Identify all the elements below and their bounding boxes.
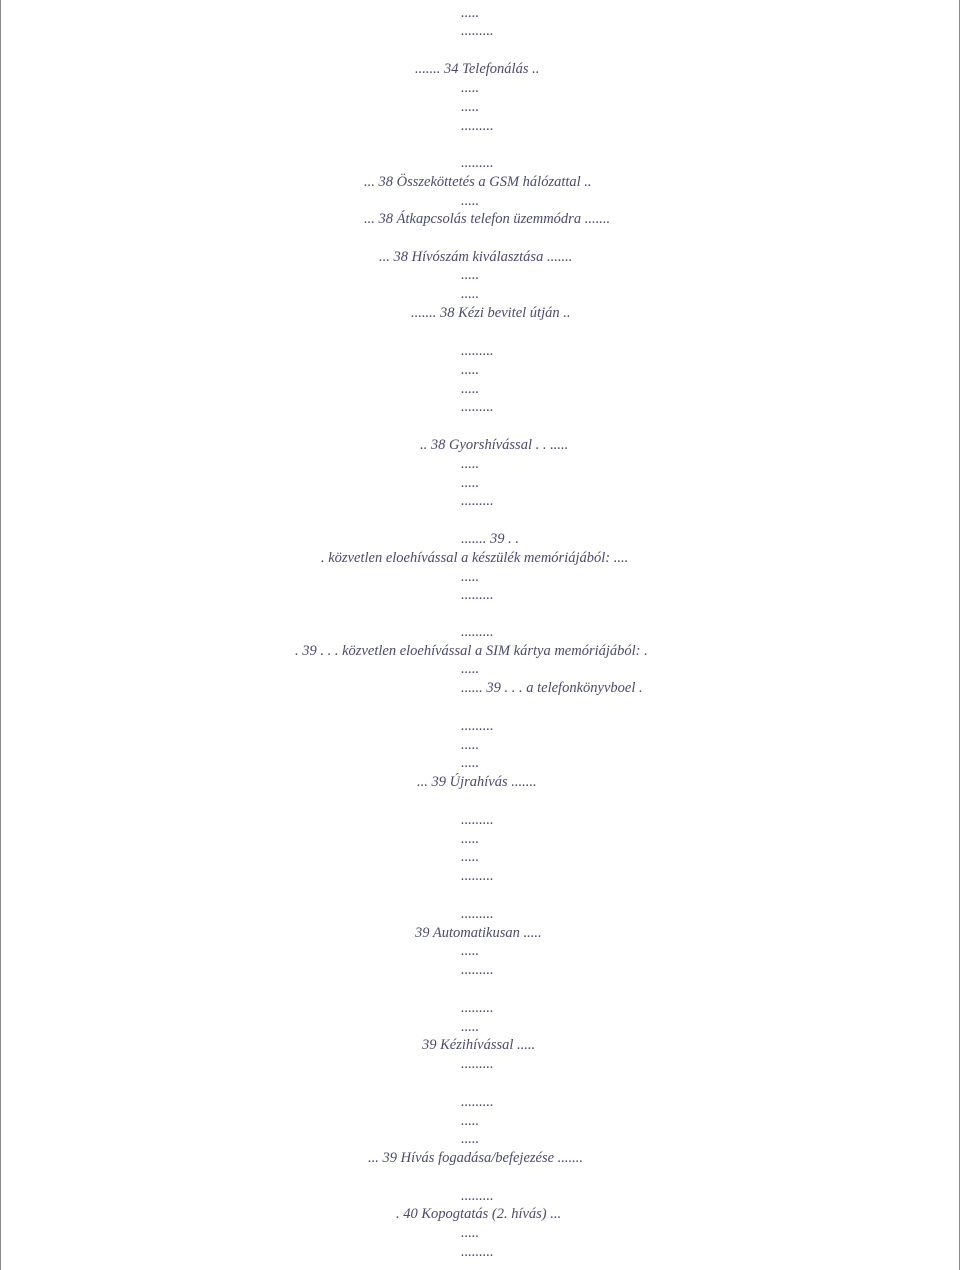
toc-line: ..... [461,849,480,865]
toc-line: ..... [461,381,480,397]
toc-line: ... 38 Átkapcsolás telefon üzemmódra ....... [364,211,611,227]
toc-line: . 40 Kopogtatás (2. hívás) ... [396,1206,562,1222]
toc-line: ..... [461,943,480,959]
toc-line: ..... [461,661,480,677]
toc-line: ......... [461,718,494,734]
toc-line: ..... [461,80,480,96]
toc-line: ..... [461,456,480,472]
toc-line: ..... [461,99,480,115]
toc-line: ..... [461,5,480,21]
toc-line: ..... [461,1113,480,1129]
toc-line: ..... [461,286,480,302]
toc-line: ......... [461,399,494,415]
toc-line: ......... [461,1244,494,1260]
toc-line: ......... [461,624,494,640]
toc-line: . 39 . . . közvetlen eloehívással a SIM kártya memóriájából: . [295,643,648,659]
toc-line: ......... [461,1188,494,1204]
toc-line: ..... [461,569,480,585]
toc-line: ... 39 Hívás fogadása/befejezése ....... [368,1150,584,1166]
toc-line: ..... [461,362,480,378]
toc-line: ..... [461,193,480,209]
toc-line: ......... [461,812,494,828]
toc-line: ......... [461,906,494,922]
toc-line: ......... [461,23,494,39]
toc-line: ..... [461,755,480,771]
toc-line: ... 38 Összeköttetés a GSM hálózattal .. [364,174,592,190]
toc-line: 39 Automatikusan ..... [415,925,542,941]
toc-line: ......... [461,1056,494,1072]
toc-line: ..... [461,1225,480,1241]
toc-line: 39 Kézihívással ..... [422,1037,536,1053]
toc-line: ..... [461,737,480,753]
toc-line: ......... [461,868,494,884]
toc-line: ......... [461,343,494,359]
toc-line: ....... 38 Kézi bevitel útján .. [411,305,571,321]
toc-line: ..... [461,1131,480,1147]
toc-line: ......... [461,1000,494,1016]
toc-line: ......... [461,493,494,509]
toc-line: ......... [461,118,494,134]
toc-line: ......... [461,962,494,978]
toc-line: ......... [461,587,494,603]
toc-line: ..... [461,831,480,847]
toc-line: .. 38 Gyorshívással . . ..... [420,437,569,453]
toc-line: ....... 34 Telefonálás .. [415,61,540,77]
toc-line: ..... [461,267,480,283]
toc-line: ..... [461,475,480,491]
toc-line: ...... 39 . . . a telefonkönyvboel . [461,680,643,696]
toc-line: . közvetlen eloehívással a készülék memóriájából: .... [321,550,629,566]
toc-line: ... 38 Hívószám kiválasztása ....... [379,249,573,265]
toc-line: ......... [461,155,494,171]
toc-line: ......... [461,1094,494,1110]
toc-line: ....... 39 . . [461,531,519,547]
toc-line: ..... [461,1019,480,1035]
toc-line: ... 39 Újrahívás ....... [417,774,537,790]
